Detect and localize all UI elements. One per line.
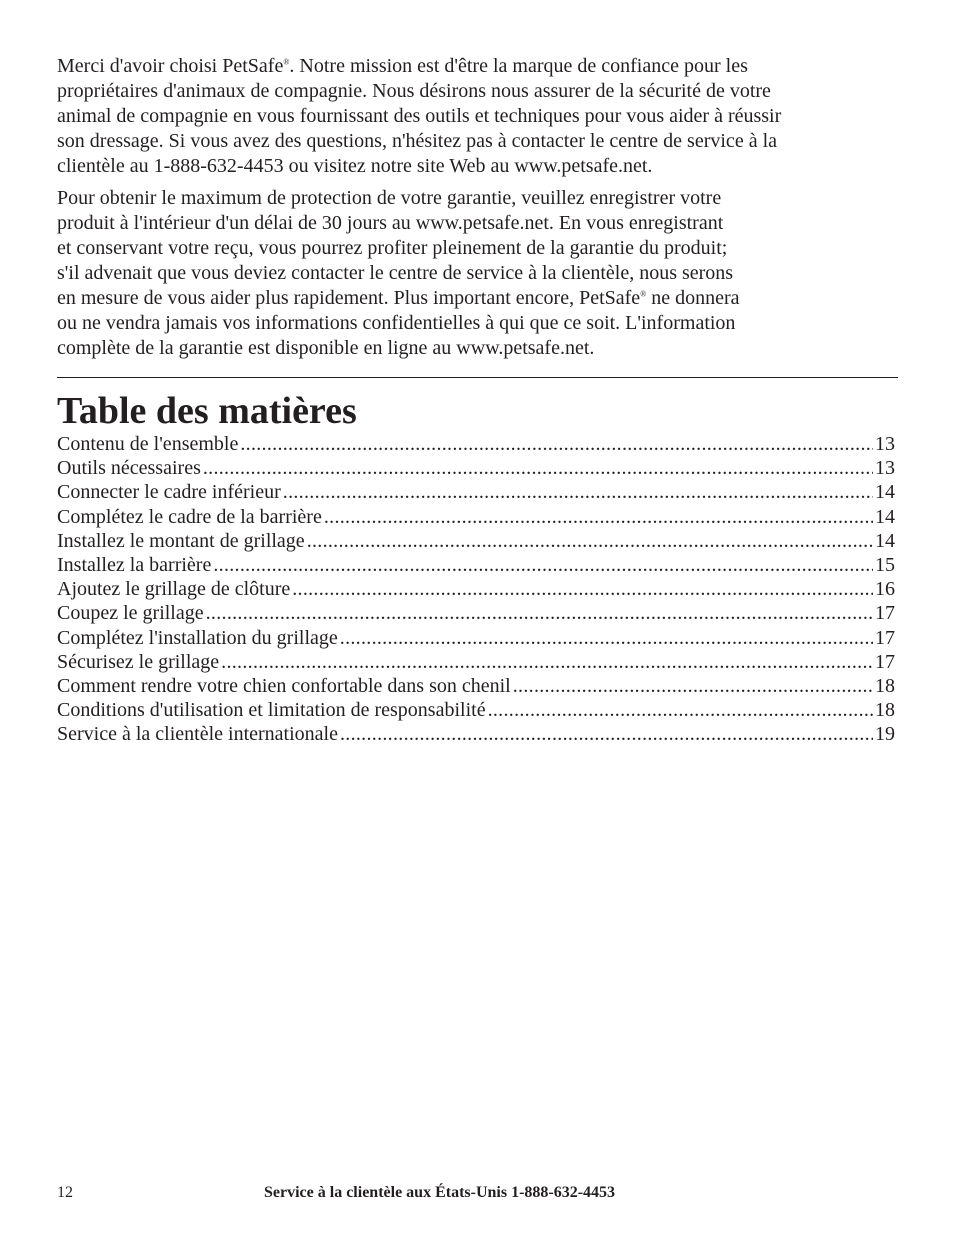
page-number: 12 xyxy=(57,1184,73,1201)
toc-entry-label: Installez la barrière xyxy=(57,554,212,577)
dot-leader xyxy=(292,577,873,601)
toc-entry[interactable] xyxy=(57,529,895,553)
dot-leader xyxy=(307,529,873,553)
toc-entry-label: Connecter le cadre inférieur xyxy=(57,481,281,504)
toc-entry-page: 17 xyxy=(875,602,895,625)
toc-entry-label: Outils nécessaires xyxy=(57,457,201,480)
toc-entry-label: Installez le montant de grillage xyxy=(57,529,305,552)
toc-entry-page: 13 xyxy=(875,457,895,480)
section-divider xyxy=(57,377,898,378)
toc-entry[interactable] xyxy=(57,674,895,698)
text-line: s'il advenait que vous deviez contacter le centre de service à la clientèle, nous serons xyxy=(57,262,734,284)
toc-entry-page: 19 xyxy=(875,723,895,746)
toc-entry[interactable] xyxy=(57,698,895,722)
toc-entry-label: Comment rendre votre chien confortable dans son chenil xyxy=(57,675,511,698)
toc-entry[interactable] xyxy=(57,601,895,625)
dot-leader xyxy=(340,722,873,746)
toc-entry-page: 18 xyxy=(875,699,895,722)
dot-leader xyxy=(340,626,873,650)
dot-leader xyxy=(488,698,873,722)
dot-leader xyxy=(513,674,873,698)
toc-entry[interactable] xyxy=(57,577,895,601)
toc-entry-page: 13 xyxy=(875,433,895,455)
toc-entry[interactable] xyxy=(57,553,895,577)
toc-entry-label: Coupez le grillage xyxy=(57,602,204,625)
text-line: complète de la garantie est disponible en ligne au www.petsafe.net. xyxy=(57,337,595,359)
text-line: produit à l'intérieur d'un délai de 30 jours au www.petsafe.net. En vous enregistrant xyxy=(57,212,724,234)
text-line: son dressage. Si vous avez des questions, n'hésitez pas à contacter le centre de service à la xyxy=(57,130,777,152)
toc-entry[interactable] xyxy=(57,432,895,456)
toc-entry-page: 15 xyxy=(875,554,895,577)
text-line: propriétaires d'animaux de compagnie. Nous désirons nous assurer de la sécurité de votre xyxy=(57,80,771,102)
toc-entry-label: Contenu de l'ensemble xyxy=(57,433,239,455)
toc-entry[interactable] xyxy=(57,480,895,504)
toc-entry[interactable] xyxy=(57,650,895,674)
intro-paragraph-2 xyxy=(57,186,902,361)
toc-entry-label: Sécurisez le grillage xyxy=(57,650,220,673)
toc-entry-label: Complétez le cadre de la barrière xyxy=(57,505,322,528)
footer-customer-service: Service à la clientèle aux États-Unis 1-888-632-4453 xyxy=(264,1184,616,1201)
dot-leader xyxy=(203,456,873,480)
intro-paragraph-1 xyxy=(57,54,902,179)
intro-text xyxy=(57,54,902,368)
toc-entry-page: 17 xyxy=(875,650,895,673)
registered-mark: ® xyxy=(640,289,647,299)
text-fragment: Merci d'avoir choisi PetSafe xyxy=(57,55,284,77)
toc-entry-label: Complétez l'installation du grillage xyxy=(57,626,338,649)
text-line xyxy=(57,54,902,79)
toc-entry-page: 14 xyxy=(875,529,895,552)
toc-entry-page: 17 xyxy=(875,626,895,649)
table-of-contents xyxy=(57,432,895,747)
toc-entry-page: 18 xyxy=(875,675,895,698)
text-fragment: en mesure de vous aider plus rapidement. Plus important encore, PetSafe xyxy=(57,287,641,309)
text-line: Pour obtenir le maximum de protection de votre garantie, veuillez enregistrer votre xyxy=(57,187,722,209)
dot-leader xyxy=(206,601,873,625)
dot-leader xyxy=(283,480,873,504)
toc-entry-page: 14 xyxy=(875,481,895,504)
toc-entry-label: Service à la clientèle internationale xyxy=(57,723,338,746)
text-line xyxy=(57,286,902,311)
text-fragment: . Notre mission est d'être la marque de confiance pour les xyxy=(289,55,748,77)
toc-entry-page: 16 xyxy=(875,578,895,601)
toc-entry[interactable] xyxy=(57,505,895,529)
toc-entry-label: Ajoutez le grillage de clôture xyxy=(57,578,291,601)
dot-leader xyxy=(324,505,873,529)
toc-entry-label: Conditions d'utilisation et limitation de responsabilité xyxy=(57,699,486,722)
toc-entry[interactable] xyxy=(57,626,895,650)
toc-entry[interactable] xyxy=(57,456,895,480)
registered-mark: ® xyxy=(283,57,290,67)
toc-entry-page: 14 xyxy=(875,505,895,528)
text-line: ou ne vendra jamais vos informations confidentielles à qui que ce soit. L'information xyxy=(57,312,736,334)
toc-title: Table des matières xyxy=(57,390,357,432)
text-fragment: ne donnera xyxy=(646,287,740,309)
text-line: animal de compagnie en vous fournissant des outils et techniques pour vous aider à réussir xyxy=(57,105,782,127)
toc-entry[interactable] xyxy=(57,722,895,746)
dot-leader xyxy=(221,650,873,674)
text-line: clientèle au 1-888-632-4453 ou visitez notre site Web au www.petsafe.net. xyxy=(57,155,653,177)
text-line: et conservant votre reçu, vous pourrez profiter pleinement de la garantie du produit; xyxy=(57,237,728,259)
dot-leader xyxy=(213,553,873,577)
dot-leader xyxy=(240,432,873,456)
